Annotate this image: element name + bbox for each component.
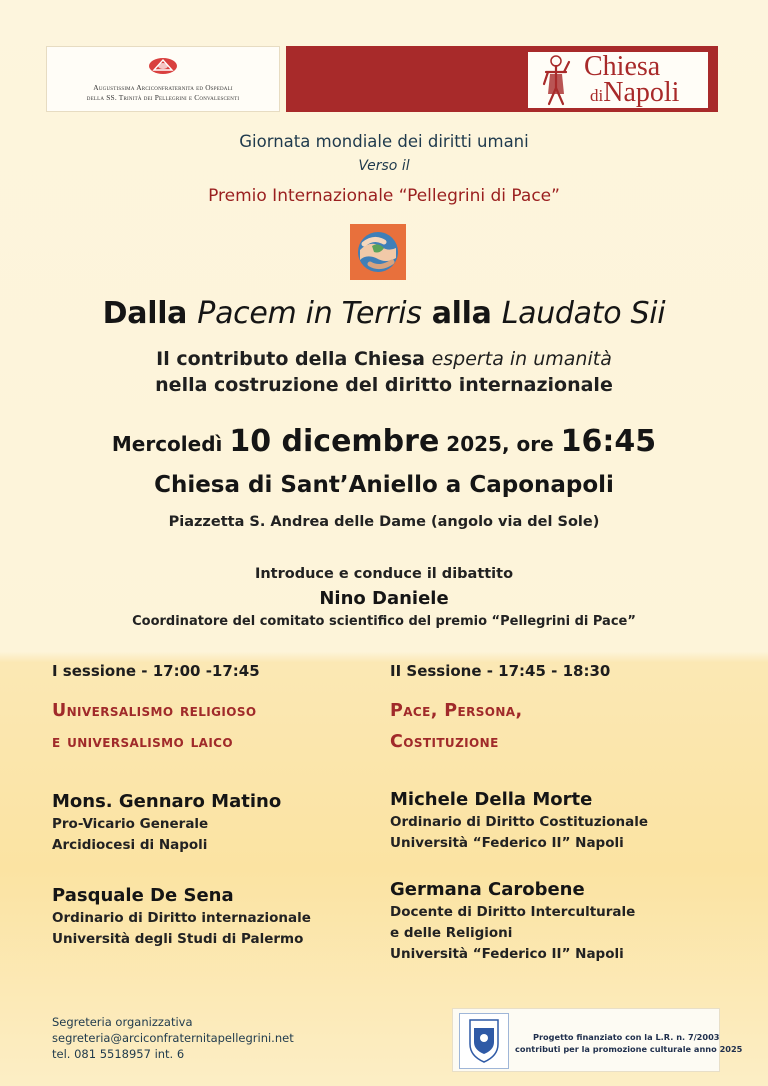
confraternity-header <box>46 46 280 112</box>
occasion-line: Giornata mondiale dei diritti umani <box>239 132 529 151</box>
speaker-role-2: Università “Federico II” Napoli <box>390 835 624 851</box>
session-2-theme <box>390 696 523 758</box>
speaker-name: Germana Carobene <box>390 879 585 900</box>
session-2-theme-line-2: Costituzione <box>390 732 499 752</box>
brand-word-napoli <box>590 78 679 111</box>
confraternity-logo-icon <box>148 57 178 75</box>
title-part-2: Pacem in Terris <box>197 296 422 331</box>
brand-word-chiesa: Chiesa <box>584 51 661 82</box>
subtitle-line-1 <box>0 348 768 370</box>
speaker-name: Pasquale De Sena <box>52 885 234 906</box>
host-role: Coordinatore del comitato scientifico del premio “Pellegrini di Pace” <box>132 614 636 629</box>
host-name: Nino Daniele <box>319 588 449 609</box>
chiesa-di-napoli-logo <box>528 52 708 108</box>
intro-line: Introduce e conduce il dibattito <box>254 566 514 582</box>
speaker-role-3: Università “Federico II” Napoli <box>390 946 624 962</box>
title-part-4: Laudato Sii <box>501 296 666 331</box>
date-day: Mercoledì <box>111 432 230 456</box>
speaker-role-1: Docente di Diritto Interculturale <box>390 904 636 920</box>
speaker-role-2: e delle Religioni <box>390 925 513 941</box>
session-1-theme-line-2: e universalismo laico <box>52 732 233 752</box>
speaker-name: Michele Della Morte <box>390 789 593 810</box>
speaker-name: Mons. Gennaro Matino <box>52 791 282 812</box>
funding-line-2: contributi per la promozione culturale anno 2025 <box>515 1044 743 1054</box>
event-date <box>0 424 768 459</box>
secretariat-contact <box>52 1014 294 1062</box>
speaker-role-2: Università degli Studi di Palermo <box>52 931 304 947</box>
diocese-header <box>286 46 718 112</box>
speaker-card <box>390 878 635 965</box>
speaker-card <box>52 790 281 856</box>
date-time: 16:45 <box>560 424 657 459</box>
region-campania-emblem-icon <box>459 1013 509 1069</box>
session-1-theme <box>52 696 256 758</box>
event-place: Chiesa di Sant’Aniello a Caponapoli <box>154 472 614 498</box>
secretariat-label: Segreteria organizzativa <box>52 1015 193 1029</box>
date-year: 2025, ore <box>439 432 561 456</box>
speaker-role-2: Arcidiocesi di Napoli <box>52 837 208 853</box>
event-address: Piazzetta S. Andrea delle Dame (angolo via del Sole) <box>168 514 600 530</box>
speaker-card <box>390 788 648 854</box>
funding-text <box>515 1031 742 1055</box>
title-part-1: Dalla <box>102 296 198 331</box>
secretariat-email: segreteria@arciconfraternitapellegrini.net <box>52 1031 294 1045</box>
title-part-3: alla <box>421 296 502 331</box>
brand-word-di: di <box>590 86 604 105</box>
saint-figure-icon <box>536 54 576 106</box>
verso-line: Verso il <box>358 158 410 174</box>
event-title <box>0 296 768 331</box>
org-name-line-1: Augustissima Arciconfraternita ed Ospedali <box>93 83 233 92</box>
funding-line-1: Progetto finanziato con la L.R. n. 7/2003 <box>533 1032 720 1042</box>
subtitle-part-1: Il contributo della Chiesa <box>156 348 432 370</box>
date-main: 10 dicembre <box>229 424 440 459</box>
session-2-theme-line-1: Pace, Persona, <box>390 701 523 721</box>
prize-line: Premio Internazionale “Pellegrini di Pace” <box>208 186 560 206</box>
session-1-theme-line-1: Universalismo religioso <box>52 701 257 721</box>
holding-hands-globe-icon <box>350 224 406 280</box>
speaker-card <box>52 884 311 950</box>
speaker-role-1: Ordinario di Diritto internazionale <box>52 910 311 926</box>
brand-word-napoli-text: Napoli <box>603 77 680 108</box>
secretariat-phone: tel. 081 5518957 int. 6 <box>52 1047 185 1061</box>
session-2-label: II Sessione - 17:45 - 18:30 <box>390 662 611 680</box>
speaker-role-1: Ordinario di Diritto Costituzionale <box>390 814 649 830</box>
funding-box <box>452 1008 743 1072</box>
subtitle-line-2: nella costruzione del diritto internazionale <box>155 374 613 396</box>
org-name-line-2: della SS. Trinità dei Pellegrini e Convalescenti <box>86 93 240 102</box>
session-1-label: I sessione - 17:00 -17:45 <box>52 662 260 680</box>
subtitle-part-2: esperta in umanità <box>431 348 612 370</box>
speaker-role-1: Pro-Vicario Generale <box>52 816 209 832</box>
